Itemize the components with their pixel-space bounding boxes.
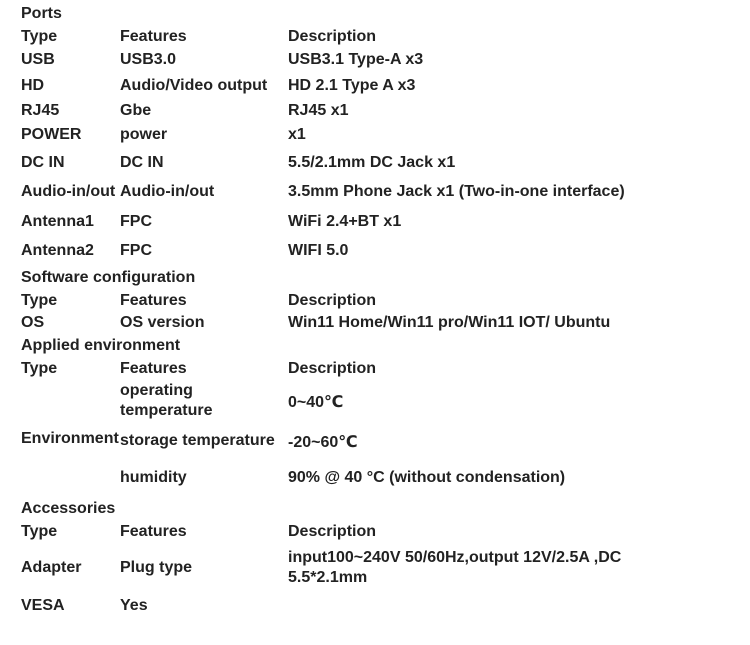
- environment-feature: operating temperature: [120, 382, 213, 419]
- column-header-description: Description: [288, 360, 377, 377]
- port-feature: Audio-in/out: [120, 183, 215, 200]
- port-description: USB3.1 Type-A x3: [288, 51, 424, 68]
- section-title-environment: Applied environment: [21, 337, 181, 354]
- port-type: Antenna1: [21, 213, 94, 230]
- port-type: HD: [21, 77, 45, 94]
- environment-description: -20~60℃: [288, 434, 358, 451]
- column-header-features: Features: [120, 523, 187, 540]
- software-description: Win11 Home/Win11 pro/Win11 IOT/ Ubuntu: [288, 314, 611, 331]
- column-header-type: Type: [21, 28, 58, 45]
- port-type: Audio-in/out: [21, 183, 116, 200]
- software-type: OS: [21, 314, 45, 331]
- accessory-type: VESA: [21, 597, 65, 614]
- port-type: USB: [21, 51, 55, 68]
- port-type: POWER: [21, 126, 82, 143]
- accessory-feature: Plug type: [120, 559, 193, 576]
- column-header-type: Type: [21, 292, 58, 309]
- port-feature: DC IN: [120, 154, 164, 171]
- column-header-description: Description: [288, 28, 377, 45]
- port-feature: FPC: [120, 242, 152, 259]
- column-header-description: Description: [288, 292, 377, 309]
- column-header-type: Type: [21, 523, 58, 540]
- port-description: WiFi 2.4+BT x1: [288, 213, 402, 230]
- port-feature: Gbe: [120, 102, 152, 119]
- port-description: RJ45 x1: [288, 102, 349, 119]
- accessory-feature: Yes: [120, 597, 148, 614]
- column-header-features: Features: [120, 292, 187, 309]
- port-type: RJ45: [21, 102, 60, 119]
- port-description: 3.5mm Phone Jack x1 (Two-in-one interface): [288, 183, 625, 200]
- environment-description: 90% @ 40 °C (without condensation): [288, 469, 566, 486]
- section-title-accessories: Accessories: [21, 500, 116, 517]
- port-description: 5.5/2.1mm DC Jack x1: [288, 154, 456, 171]
- port-type: DC IN: [21, 154, 65, 171]
- accessory-description: input100~240V 50/60Hz,output 12V/2.5A ,DC 5.5*2.1mm: [288, 549, 622, 586]
- software-feature: OS version: [120, 314, 205, 331]
- column-header-features: Features: [120, 28, 187, 45]
- environment-description: 0~40℃: [288, 394, 344, 411]
- section-title-software: Software configuration: [21, 269, 196, 286]
- environment-feature: humidity: [120, 469, 187, 486]
- port-feature: power: [120, 126, 168, 143]
- environment-type: Environment: [21, 430, 119, 447]
- port-feature: FPC: [120, 213, 152, 230]
- port-description: WIFI 5.0: [288, 242, 349, 259]
- section-title-ports: Ports: [21, 5, 62, 22]
- port-description: x1: [288, 126, 306, 143]
- port-type: Antenna2: [21, 242, 94, 259]
- port-feature: Audio/Video output: [120, 77, 268, 94]
- port-feature: USB3.0: [120, 51, 177, 68]
- column-header-type: Type: [21, 360, 58, 377]
- accessory-type: Adapter: [21, 559, 82, 576]
- environment-feature: storage temperature: [120, 432, 275, 449]
- column-header-features: Features: [120, 360, 187, 377]
- port-description: HD 2.1 Type A x3: [288, 77, 416, 94]
- column-header-description: Description: [288, 523, 377, 540]
